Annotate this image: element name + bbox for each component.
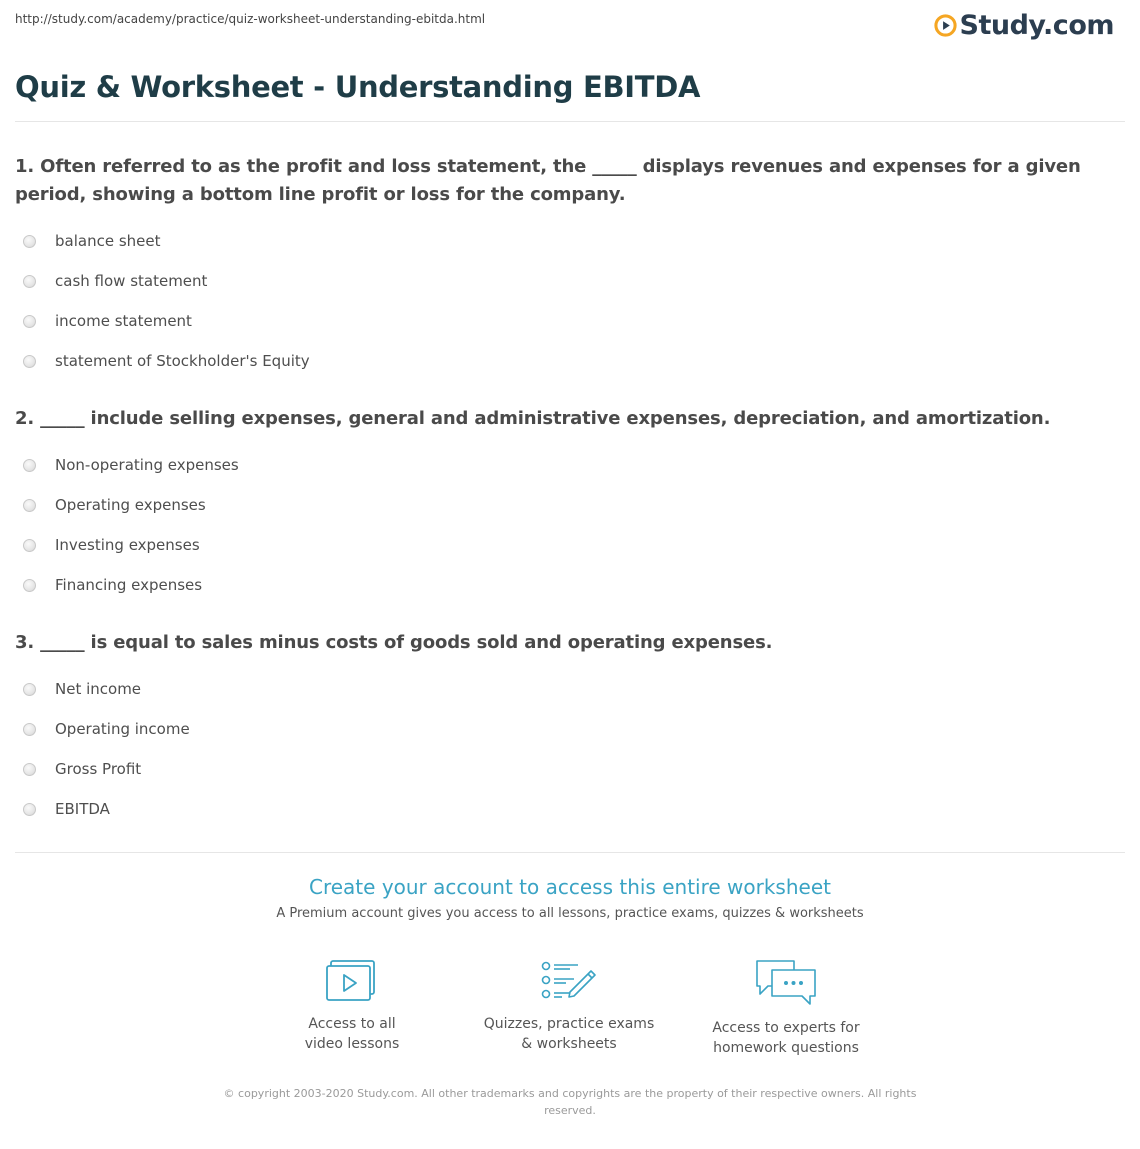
radio-button[interactable]	[23, 355, 36, 368]
play-circle-icon	[934, 14, 957, 37]
cta-title[interactable]: Create your account to access this entire worksheet	[309, 875, 831, 899]
answer-label: cash flow statement	[55, 272, 208, 290]
answer-options	[15, 669, 1126, 829]
feature-label: Access to experts for homework questions	[712, 1020, 860, 1056]
question-1	[15, 153, 1126, 381]
answer-label: income statement	[55, 312, 192, 330]
answer-option[interactable]	[15, 445, 1126, 485]
answer-option[interactable]	[15, 789, 1126, 829]
answer-label: Investing expenses	[55, 536, 200, 554]
answer-option[interactable]	[15, 709, 1126, 749]
radio-button[interactable]	[23, 275, 36, 288]
radio-button[interactable]	[23, 459, 36, 472]
answer-option[interactable]	[15, 669, 1126, 709]
question-3	[15, 629, 1126, 829]
feature-label: Access to all video lessons	[304, 1016, 400, 1052]
answer-option[interactable]	[15, 485, 1126, 525]
page-title: Quiz & Worksheet - Understanding EBITDA	[15, 70, 701, 104]
answer-label: Operating income	[55, 720, 190, 738]
answer-option[interactable]	[15, 525, 1126, 565]
study-logo[interactable]	[934, 8, 1114, 42]
radio-button[interactable]	[23, 539, 36, 552]
answer-label: Net income	[55, 680, 142, 698]
answer-option[interactable]	[15, 221, 1126, 261]
question-text: 2. _____ include selling expenses, general and administrative expenses, depreciation, and amortization.	[15, 408, 1051, 429]
answer-label: Non-operating expenses	[55, 456, 239, 474]
radio-button[interactable]	[23, 499, 36, 512]
divider-top	[15, 121, 1125, 122]
page-url: http://study.com/academy/practice/quiz-worksheet-understanding-ebitda.html	[15, 12, 486, 26]
radio-button[interactable]	[23, 723, 36, 736]
answer-options	[15, 221, 1126, 381]
radio-button[interactable]	[23, 315, 36, 328]
feature-experts	[686, 958, 886, 1058]
answer-options	[15, 445, 1126, 605]
video-lessons-icon	[325, 958, 379, 1004]
answer-label: Gross Profit	[55, 760, 142, 778]
radio-button[interactable]	[23, 763, 36, 776]
question-text: 1. Often referred to as the profit and loss statement, the _____ displays revenues and expenses for a given period, showing a bottom line profit or loss for the company.	[15, 156, 1081, 205]
answer-option[interactable]	[15, 565, 1126, 605]
radio-button[interactable]	[23, 683, 36, 696]
answer-label: EBITDA	[55, 800, 110, 818]
logo-text: Study.com	[959, 9, 1114, 41]
answer-option[interactable]	[15, 261, 1126, 301]
question-text: 3. _____ is equal to sales minus costs of goods sold and operating expenses.	[15, 632, 773, 653]
radio-button[interactable]	[23, 803, 36, 816]
answer-label: statement of Stockholder's Equity	[55, 352, 310, 370]
answer-label: Financing expenses	[55, 576, 203, 594]
copyright-text: © copyright 2003-2020 Study.com. All other trademarks and copyrights are the property of their respective owners. All rights reserved.	[223, 1087, 917, 1117]
feature-video-lessons	[252, 958, 452, 1054]
answer-label: balance sheet	[55, 232, 161, 250]
answer-label: Operating expenses	[55, 496, 206, 514]
radio-button[interactable]	[23, 235, 36, 248]
answer-option[interactable]	[15, 301, 1126, 341]
radio-button[interactable]	[23, 579, 36, 592]
divider-bottom	[15, 852, 1125, 853]
quiz-checklist-icon	[540, 958, 598, 1004]
chat-experts-icon	[754, 958, 818, 1008]
cta-subtitle: A Premium account gives you access to all lessons, practice exams, quizzes & worksheets	[276, 906, 864, 921]
feature-label: Quizzes, practice exams & worksheets	[483, 1016, 655, 1052]
answer-option[interactable]	[15, 749, 1126, 789]
answer-option[interactable]	[15, 341, 1126, 381]
question-2	[15, 405, 1126, 605]
feature-quizzes	[469, 958, 669, 1054]
